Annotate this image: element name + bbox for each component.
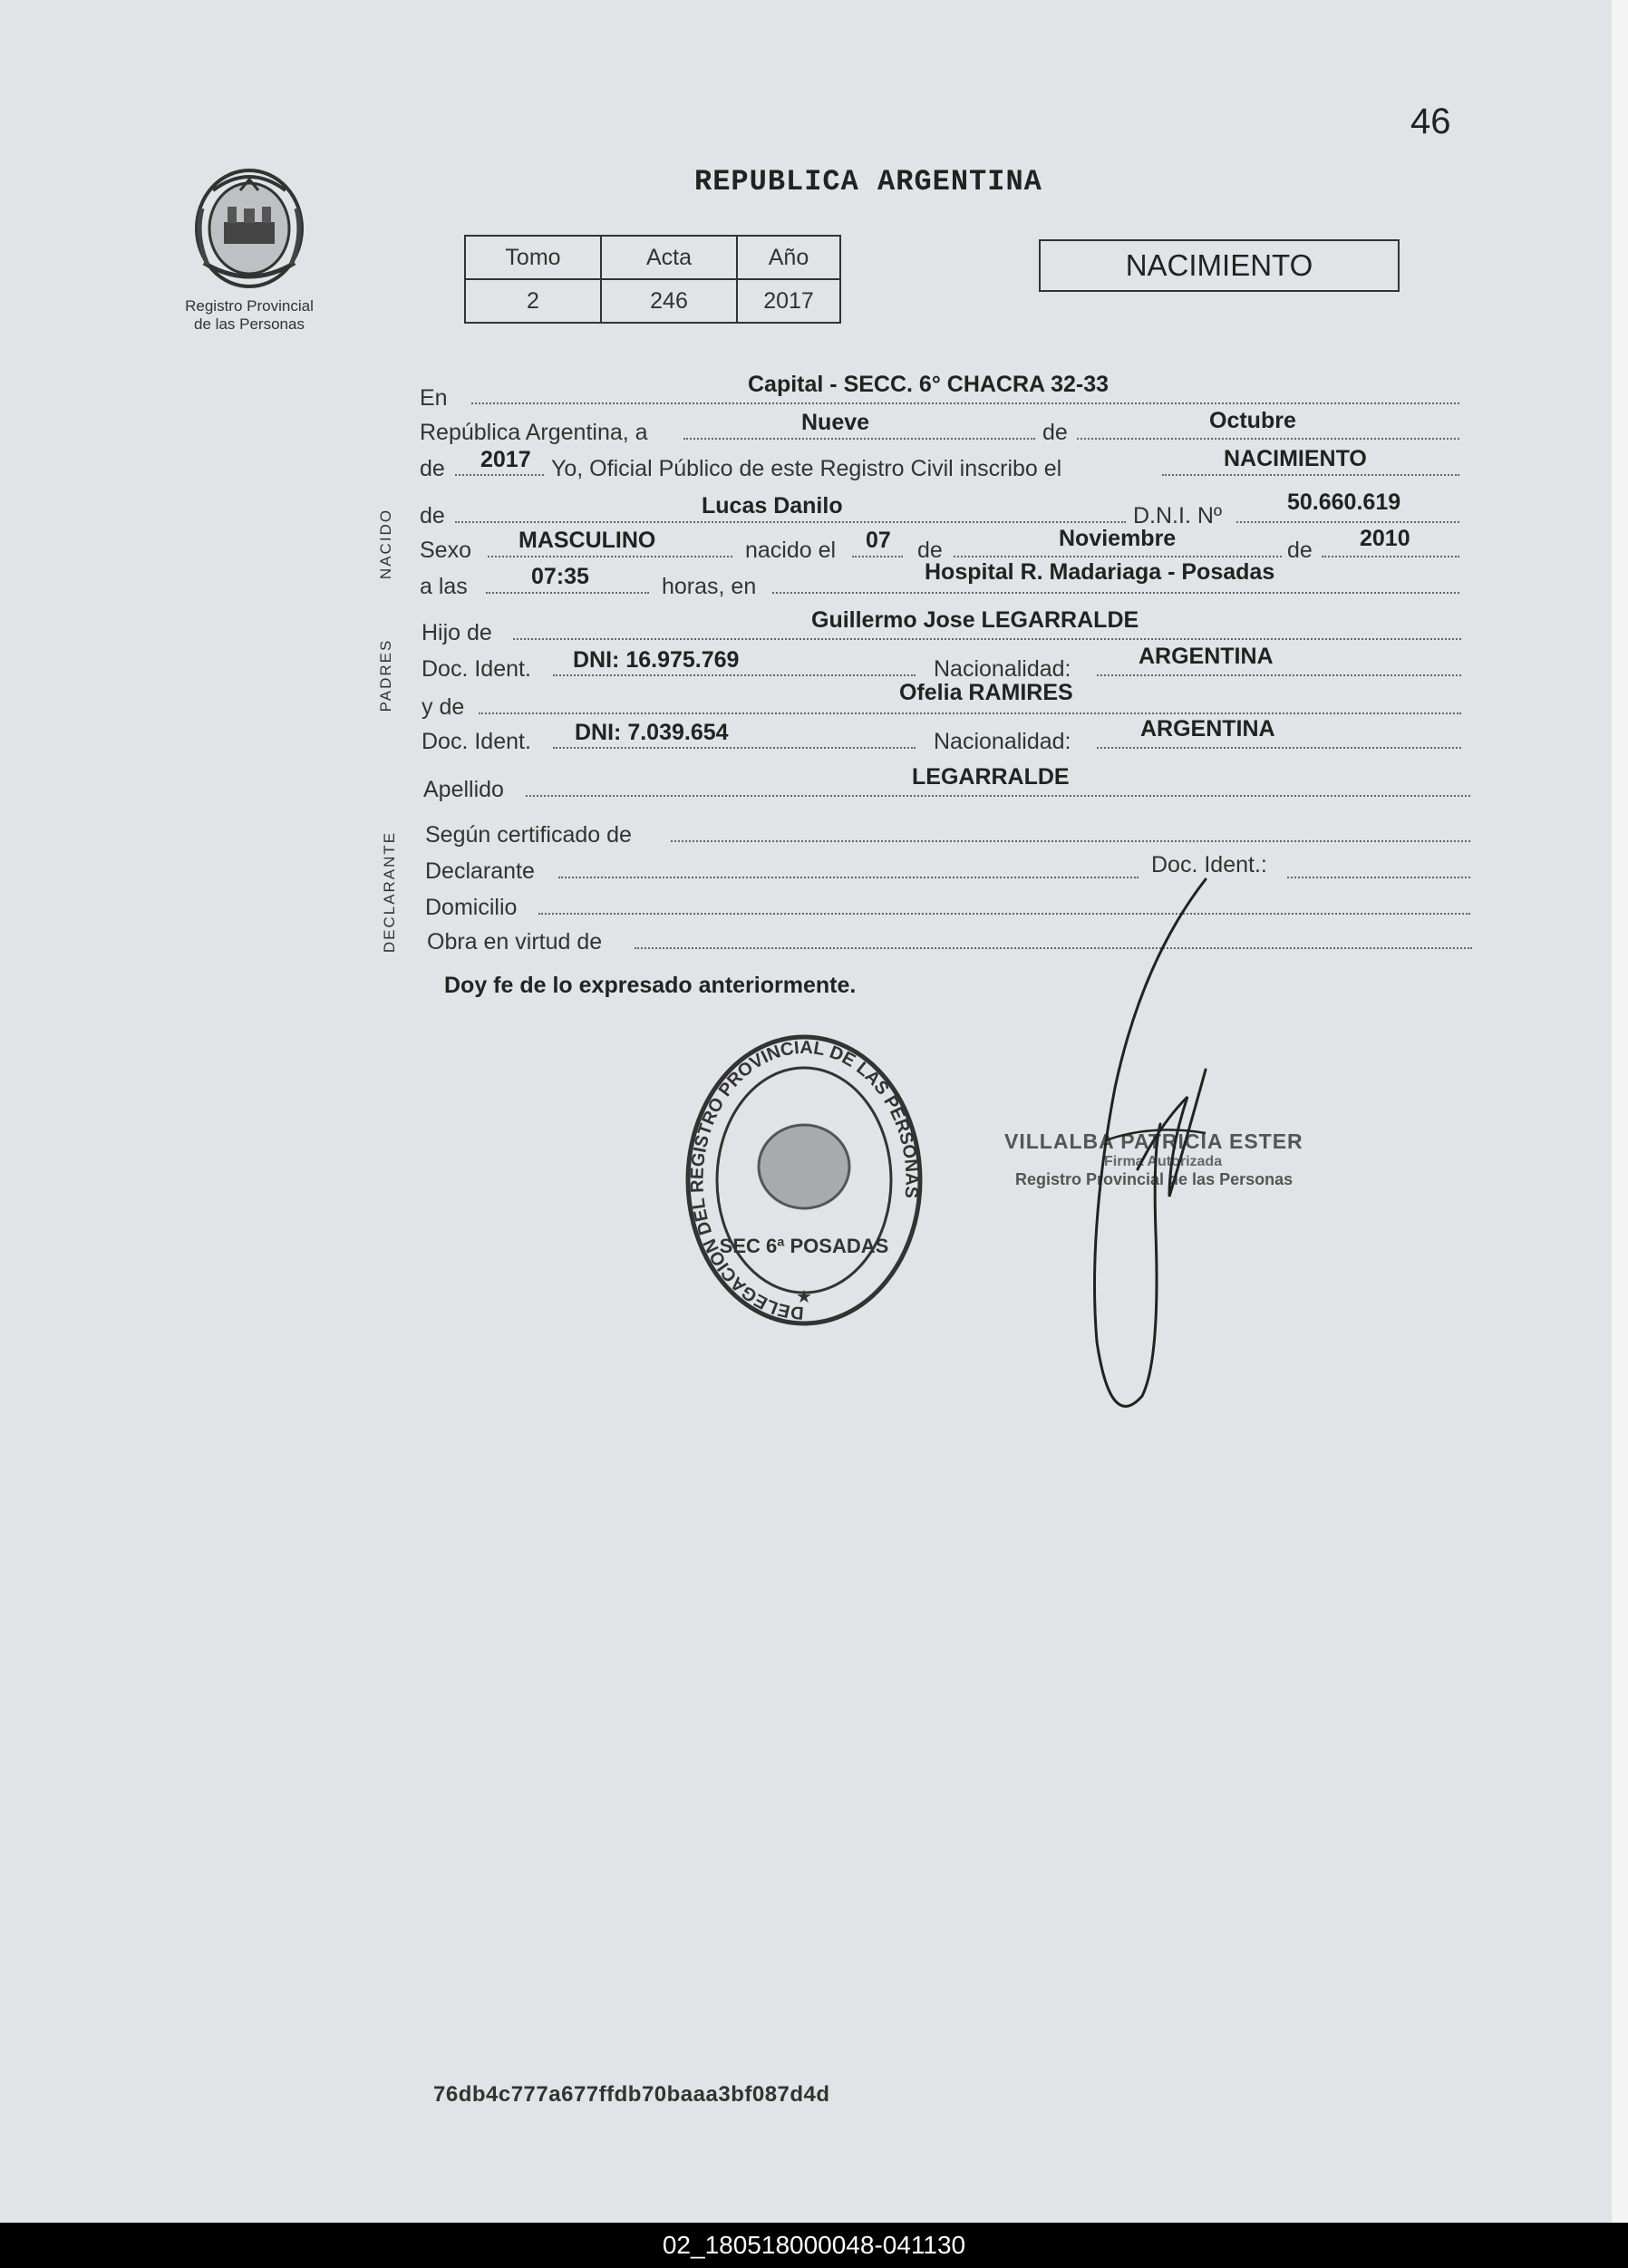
label-republica-a: República Argentina, a <box>420 420 648 445</box>
label-de: de <box>1287 538 1313 563</box>
page-edge <box>1612 0 1628 2223</box>
header-acta: Acta <box>601 236 737 279</box>
label-sexo: Sexo <box>420 538 471 563</box>
official-name: VILLALBA PATRICIA ESTER <box>1004 1129 1303 1153</box>
value-madre-doc: DNI: 7.039.654 <box>575 720 729 745</box>
dotted-line <box>1097 745 1461 749</box>
section-label-nacido: NACIDO <box>377 508 394 580</box>
value-nac-dia: 07 <box>866 528 891 553</box>
label-de: de <box>917 538 943 563</box>
label-doc-ident: Doc. Ident. <box>422 656 531 682</box>
value-mes: Octubre <box>1209 408 1296 433</box>
registry-caption <box>159 297 340 334</box>
dotted-line <box>486 590 649 594</box>
label-doc-ident: Doc. Ident. <box>422 729 531 754</box>
value-hora: 07:35 <box>531 564 589 589</box>
closing-statement: Doy fe de lo expresado anteriormente. <box>444 973 857 998</box>
dotted-line <box>1097 673 1461 676</box>
dotted-line <box>526 793 1470 797</box>
label-hijo-de: Hijo de <box>422 620 492 645</box>
official-seal-stamp <box>682 1026 926 1334</box>
value-lugar-nacimiento: Hospital R. Madariaga - Posadas <box>925 559 1275 585</box>
label-horas-en: horas, en <box>662 574 757 599</box>
record-table-value-row <box>465 279 840 323</box>
file-id-bar: 02_180518000048-041130 <box>0 2223 1628 2268</box>
value-sexo: MASCULINO <box>518 528 656 553</box>
section-label-padres: PADRES <box>377 638 394 712</box>
value-apellido: LEGARRALDE <box>912 764 1070 790</box>
label-a-las: a las <box>420 574 468 599</box>
label-de: de <box>420 503 445 528</box>
label-nacionalidad: Nacionalidad: <box>934 656 1071 682</box>
dotted-line <box>558 875 1139 878</box>
label-y-de: y de <box>422 694 465 720</box>
seal-inner-text: SEC 6ª POSADAS <box>719 1235 889 1257</box>
label-domicilio: Domicilio <box>425 895 518 920</box>
label-de: de <box>1042 420 1068 445</box>
dotted-line <box>1287 875 1470 878</box>
label-dni-no: D.N.I. Nº <box>1133 503 1223 528</box>
dotted-line <box>635 945 1472 949</box>
value-lugar: Capital - SECC. 6° CHACRA 32-33 <box>748 372 1110 397</box>
label-doc-ident-declarante: Doc. Ident.: <box>1151 852 1267 877</box>
record-type-box: NACIMIENTO <box>1039 239 1400 292</box>
value-nac-anio: 2010 <box>1360 526 1410 551</box>
record-table <box>464 235 841 324</box>
dotted-line <box>1236 519 1459 523</box>
dotted-line <box>1322 554 1459 557</box>
value-padre: Guillermo Jose LEGARRALDE <box>811 607 1139 633</box>
value-anio: 2017 <box>737 279 840 323</box>
value-padre-nac: ARGENTINA <box>1139 644 1274 669</box>
value-tipo: NACIMIENTO <box>1224 446 1367 471</box>
dotted-line <box>471 401 1459 404</box>
svg-text:★: ★ <box>796 1287 812 1307</box>
dotted-line <box>852 554 903 557</box>
header-anio: Año <box>737 236 840 279</box>
value-padre-doc: DNI: 16.975.769 <box>573 647 740 673</box>
dotted-line <box>455 519 1126 523</box>
value-anio: 2017 <box>480 447 531 472</box>
label-en: En <box>420 385 448 411</box>
label-de: de <box>420 456 445 481</box>
label-declarante: Declarante <box>425 858 535 884</box>
value-dia: Nueve <box>801 410 870 435</box>
page-number: 46 <box>1410 102 1451 141</box>
value-acta: 246 <box>601 279 737 323</box>
dotted-line <box>671 838 1470 842</box>
dotted-line <box>1162 472 1459 476</box>
label-yo-oficial: Yo, Oficial Público de este Registro Civil inscribo el <box>551 456 1062 481</box>
dotted-line <box>772 590 1459 594</box>
seal-ring-text: DELEGACION DEL REGISTRO PROVINCIAL DE LAS PERSONAS <box>687 1037 922 1323</box>
value-madre-nac: ARGENTINA <box>1140 716 1275 741</box>
header-tomo: Tomo <box>465 236 601 279</box>
record-table-header-row <box>465 236 840 279</box>
value-tomo: 2 <box>465 279 601 323</box>
registry-caption-line2: de las Personas <box>194 315 305 333</box>
dotted-line <box>513 636 1461 640</box>
label-segun-certificado: Según certificado de <box>425 822 632 848</box>
handwritten-signature <box>1070 852 1305 1432</box>
value-nac-mes: Noviembre <box>1059 526 1177 551</box>
official-role: Firma Autorizada <box>1104 1154 1223 1169</box>
value-nombre: Lucas Danilo <box>702 493 843 519</box>
official-office: Registro Provincial de las Personas <box>1015 1170 1294 1188</box>
section-label-declarante: DECLARANTE <box>381 830 398 954</box>
dotted-line <box>954 554 1282 557</box>
label-nacido-el: nacido el <box>745 538 837 563</box>
label-nacionalidad: Nacionalidad: <box>934 729 1071 754</box>
label-obra-virtud: Obra en virtud de <box>427 929 603 955</box>
coat-of-arms-logo <box>177 154 322 299</box>
dotted-line <box>488 554 732 557</box>
document-title: REPUBLICA ARGENTINA <box>694 165 1042 199</box>
registry-caption-line1: Registro Provincial <box>185 297 314 315</box>
dotted-line <box>538 911 1470 915</box>
dotted-line <box>1077 436 1459 440</box>
value-dni: 50.660.619 <box>1287 489 1401 515</box>
dotted-line <box>683 436 1035 440</box>
label-apellido: Apellido <box>423 777 504 802</box>
document-hash: 76db4c777a677ffdb70baaa3bf087d4d <box>433 2082 830 2107</box>
dotted-line <box>479 711 1461 714</box>
value-madre: Ofelia RAMIRES <box>899 680 1073 705</box>
